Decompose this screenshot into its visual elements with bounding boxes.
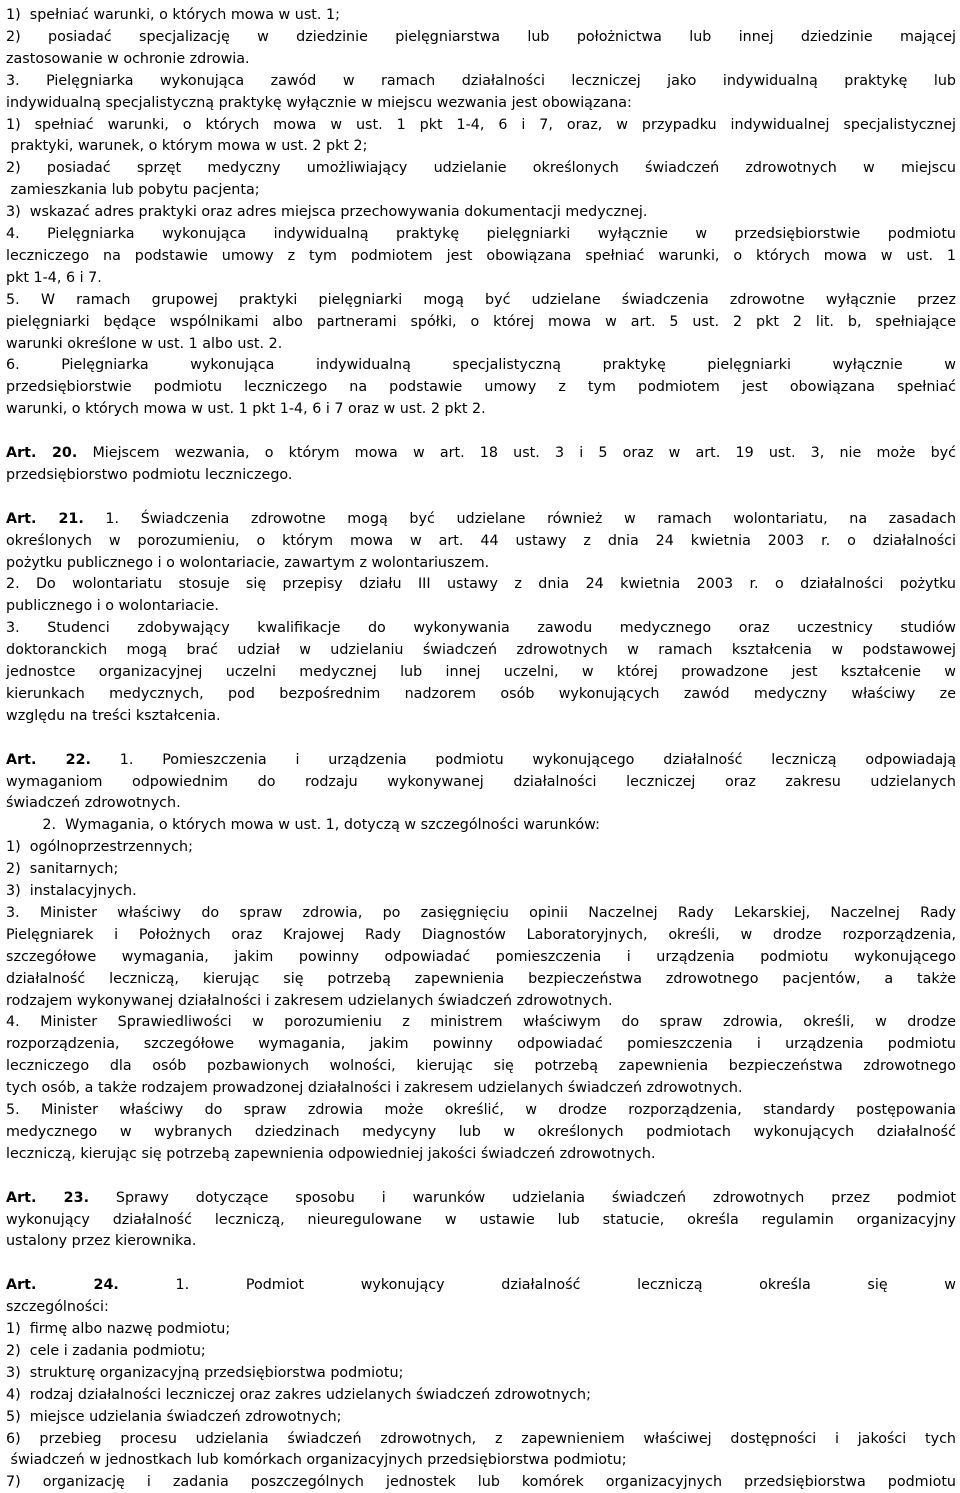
text-line: zastosowanie w ochronie zdrowia. bbox=[6, 50, 250, 67]
text-line: 4. Minister Sprawiedliwości w porozumieniu z ministrem właściwym do spraw zdrowia, określi, w drodze bbox=[6, 1014, 956, 1031]
text-line: świadczeń w jednostkach lub komórkach organizacyjnych przedsiębiorstwa podmiotu; bbox=[6, 1452, 627, 1469]
text-line: 1) spełniać warunki, o których mowa w ust. 1 pkt 1-4, 6 i 7, oraz, w przypadku indywidualnej specjalistycznej bbox=[6, 116, 956, 133]
text-line: 3. Pielęgniarka wykonująca zawód w ramach działalności leczniczej jako indywidualną praktykę lub bbox=[6, 72, 956, 89]
text-line: 1) firmę albo nazwę podmiotu; bbox=[6, 1321, 231, 1337]
text-line: pożytku publicznego i o wolontariacie, zawartym z wolontariuszem. bbox=[6, 554, 490, 571]
text-line: warunki, o których mowa w ust. 1 pkt 1-4, 6 i 7 oraz w ust. 2 pkt 2. bbox=[6, 401, 486, 418]
text-line: jednostce organizacyjnej uczelni medycznej lub innej uczelni, w której prowadzone jest kształcenie w bbox=[6, 664, 956, 680]
text-line: leczniczą, kierując się potrzebą zapewnienia odpowiedniej jakości świadczeń zdrowotnych. bbox=[6, 1145, 656, 1162]
text-line: kierunkach medycznych, pod bezpośrednim nadzorem osób wykonujących zawód medyczny właściwy ze bbox=[6, 685, 956, 702]
text-line: względu na treści kształcenia. bbox=[6, 707, 221, 724]
text-line: publicznego i o wolontariacie. bbox=[6, 598, 219, 615]
text-line: indywidualną specjalistyczną praktykę wyłącznie w miejscu wezwania jest obowiązana: bbox=[6, 94, 632, 111]
text-line: pkt 1-4, 6 i 7. bbox=[6, 269, 102, 286]
text-line: 5. Minister właściwy do spraw zdrowia może określić, w drodze rozporządzenia, standardy postępowania bbox=[6, 1102, 956, 1118]
text-line: leczniczego dla osób pozbawionych wolności, kierując się potrzebą zapewnienia bezpieczeństwa zdrowotnego bbox=[6, 1058, 956, 1075]
text-line: świadczeń zdrowotnych. bbox=[6, 795, 181, 812]
text-line: 2) posiadać sprzęt medyczny umożliwiający udzielanie określonych świadczeń zdrowotnych w miejscu bbox=[6, 160, 956, 177]
text-line: Art. 22. 1. Pomieszczenia i urządzenia podmiotu wykonującego działalność leczniczą odpowiadają bbox=[6, 751, 956, 768]
text-line: 4) rodzaj działalności leczniczej oraz zakres udzielanych świadczeń zdrowotnych; bbox=[6, 1386, 591, 1403]
text-line: 3) instalacyjnych. bbox=[6, 883, 137, 899]
article-heading: Art. 24. bbox=[6, 1277, 119, 1294]
text-line: szczególności: bbox=[6, 1299, 109, 1316]
text-line: zamieszkania lub pobytu pacjenta; bbox=[6, 182, 260, 199]
text-line: wymaganiom odpowiednim do rodzaju wykonywanej działalności leczniczej oraz zakresu udzielanych bbox=[6, 773, 956, 790]
text-line: ustalony przez kierownika. bbox=[6, 1233, 197, 1250]
text-line: Art. 20. Miejscem wezwania, o którym mowa w art. 18 ust. 3 i 5 oraz w art. 19 ust. 3, nie może być bbox=[6, 445, 957, 461]
article-heading: Art. 20. bbox=[6, 445, 78, 461]
article-heading: Art. 23. bbox=[6, 1189, 90, 1206]
text-line: 3) wskazać adres praktyki oraz adres miejsca przechowywania dokumentacji medycznej. bbox=[6, 204, 648, 221]
text-line: pielęgniarki będące wspólnikami albo partnerami spółki, o której mowa w art. 5 ust. 2 pkt 2 lit. b, spełniające bbox=[6, 313, 956, 330]
text-line: szczegółowe wymagania, jakim powinny odpowiadać pomieszczenia i urządzenia podmiotu wykonującego bbox=[6, 948, 956, 965]
text-line: 2. Do wolontariatu stosuje się przepisy działu III ustawy z dnia 24 kwietnia 2003 r. o działalności pożytku bbox=[6, 576, 956, 593]
text-line: 2) cele i zadania podmiotu; bbox=[6, 1342, 206, 1359]
blank-line bbox=[6, 421, 956, 442]
blank-line bbox=[6, 1166, 956, 1187]
text-line: Art. 23. Sprawy dotyczące sposobu i warunków udzielania świadczeń zdrowotnych przez podmiot bbox=[6, 1189, 956, 1206]
text-line: wykonujący działalność leczniczą, nieuregulowane w ustawie lub statucie, określa regulamin organizacyjny bbox=[6, 1211, 956, 1228]
blank-line bbox=[6, 1253, 956, 1274]
text-line: warunki określone w ust. 1 albo ust. 2. bbox=[6, 335, 283, 352]
text-line: 1) ogólnoprzestrzennych; bbox=[6, 839, 193, 856]
text-line: 3) strukturę organizacyjną przedsiębiorstwa podmiotu; bbox=[6, 1364, 404, 1381]
text-line: 2. Wymagania, o których mowa w ust. 1, dotyczą w szczególności warunków: bbox=[6, 817, 600, 834]
text-line: 5) miejsce udzielania świadczeń zdrowotnych; bbox=[6, 1408, 342, 1425]
text-line: 6) przebieg procesu udzielania świadczeń zdrowotnych, z zapewnieniem właściwej dostępności i jakości tych bbox=[6, 1430, 956, 1447]
text-line: określonych w porozumieniu, o którym mowa w art. 44 ustawy z dnia 24 kwietnia 2003 r. o działalności bbox=[6, 532, 956, 549]
blank-line bbox=[6, 487, 956, 508]
text-line: Pielęgniarek i Położnych oraz Krajowej Rady Diagnostów Laboratoryjnych, określi, w drodze rozporządzenia, bbox=[6, 926, 956, 943]
text-line: działalność leczniczą, kierując się potrzebą zapewnienia bezpieczeństwa zdrowotnego pacjentów, a także bbox=[6, 970, 956, 987]
text-line: leczniczego na podstawie umowy z tym podmiotem jest obowiązana spełniać warunki, o których mowa w ust. 1 bbox=[6, 247, 956, 264]
text-line: tych osób, a także rodzajem prowadzonej działalności i zakresem udzielanych świadczeń zdrowotnych. bbox=[6, 1080, 743, 1097]
text-line: 1) spełniać warunki, o których mowa w ust. 1; bbox=[6, 7, 340, 23]
text-line: 4. Pielęgniarka wykonująca indywidualną praktykę pielęgniarki wyłącznie w przedsiębiorstwie podmiotu bbox=[6, 226, 956, 242]
text-line: medycznego w wybranych dziedzinach medycyny lub w określonych podmiotach wykonujących działalność bbox=[6, 1123, 956, 1140]
article-heading: Art. 21. bbox=[6, 510, 84, 527]
text-line: 5. W ramach grupowej praktyki pielęgniarki mogą być udzielane świadczenia zdrowotne wyłącznie przez bbox=[6, 291, 956, 308]
text-line: Art. 24. 1. Podmiot wykonujący działalność leczniczą określa się w bbox=[6, 1277, 956, 1294]
article-heading: Art. 22. bbox=[6, 751, 91, 768]
text-line: 7) organizację i zadania poszczególnych jednostek lub komórek organizacyjnych przedsiębiorstwa podmiotu bbox=[6, 1474, 956, 1491]
text-line: Art. 21. 1. Świadczenia zdrowotne mogą być udzielane również w ramach wolontariatu, na zasadach bbox=[6, 510, 956, 527]
text-line: 2) sanitarnych; bbox=[6, 861, 119, 878]
text-line: 3. Studenci zdobywający kwalifikacje do wykonywania zawodu medycznego oraz uczestnicy studiów bbox=[6, 620, 956, 637]
text-line: doktoranckich mogą brać udział w udzielaniu świadczeń zdrowotnych w ramach kształcenia w podstawowej bbox=[6, 642, 956, 659]
text-line: praktyki, warunek, o którym mowa w ust. 2 pkt 2; bbox=[6, 138, 368, 155]
blank-line bbox=[6, 728, 956, 749]
text-line: 2) posiadać specjalizację w dziedzinie pielęgniarstwa lub położnictwa lub innej dziedzinie mającej bbox=[6, 28, 956, 45]
text-line: 6. Pielęgniarka wykonująca indywidualną specjalistyczną praktykę pielęgniarki wyłącznie w bbox=[6, 357, 956, 374]
text-line: rozporządzenia, szczegółowe wymagania, jakim powinny odpowiadać pomieszczenia i urządzenia podmiotu bbox=[6, 1036, 956, 1053]
text-line: 3. Minister właściwy do spraw zdrowia, po zasięgnięciu opinii Naczelnej Rady Lekarskiej, Naczelnej Rady bbox=[6, 904, 956, 921]
text-line: rodzajem wykonywanej działalności i zakresem udzielanych świadczeń zdrowotnych. bbox=[6, 992, 613, 1009]
text-line: przedsiębiorstwo podmiotu leczniczego. bbox=[6, 466, 293, 483]
text-line: przedsiębiorstwie podmiotu leczniczego na podstawie umowy z tym podmiotem jest obowiązana spełniać bbox=[6, 379, 956, 396]
